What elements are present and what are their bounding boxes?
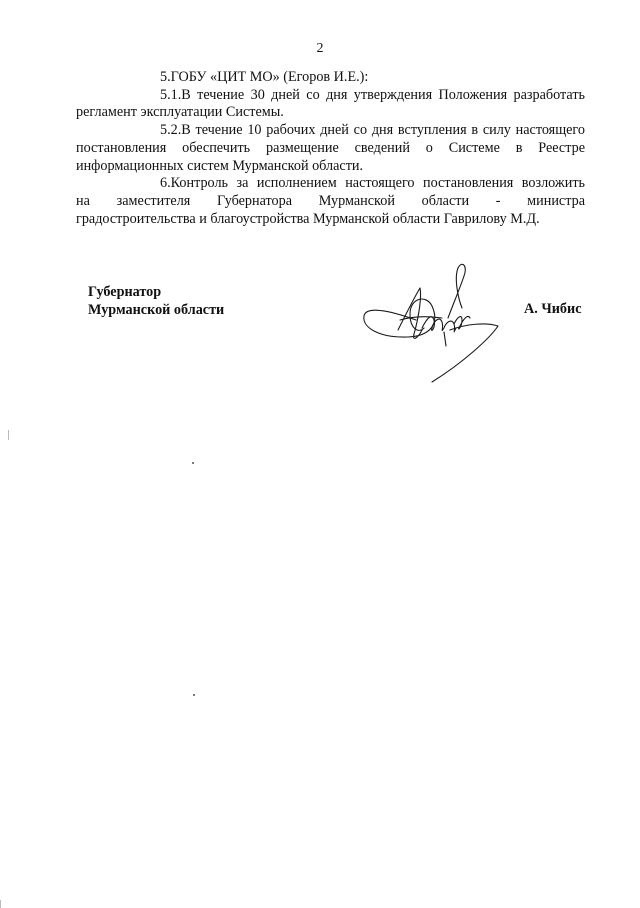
paragraph-text: В течение 10 рабочих дней со дня вступления в силу настоящего постановления обеспечить размещение сведений о Системе в Реестре информационных систем Мурманской области. (76, 122, 585, 174)
paragraph-6 (76, 175, 585, 193)
paragraph-5-1 (76, 87, 585, 122)
paragraph-6-line-2 (76, 193, 585, 211)
signatory-position (88, 284, 224, 319)
paragraph-number: 6. (160, 175, 171, 192)
paragraph-5 (76, 69, 585, 87)
scan-artifact-dot (193, 694, 195, 696)
paragraph-text: ГОБУ «ЦИТ МО» (Егоров И.Е.): (170, 69, 369, 85)
signatory-name: А. Чибис (524, 301, 582, 317)
paragraph-text: Контроль за исполнением настоящего постановления возложить (170, 175, 585, 192)
paragraph-5-2 (76, 122, 585, 175)
handwritten-signature (358, 258, 508, 386)
paragraph-number: 5. (160, 69, 171, 85)
page-number: 2 (316, 41, 324, 56)
scan-artifact-dot (192, 462, 194, 464)
document-body (76, 69, 585, 228)
paragraph-text: на заместителя Губернатора Мурманской области - министра (76, 192, 585, 209)
scan-edge-mark (0, 900, 1, 908)
position-region: Мурманской области (88, 301, 225, 318)
paragraph-text: В течение 30 дней со дня утверждения Положения разработать регламент эксплуатации Системы. (76, 86, 585, 121)
paragraph-text: градостроительства и благоустройства Мурманской области Гаврилову М.Д. (76, 210, 540, 227)
paragraph-number: 5.2. (160, 122, 182, 139)
scan-edge-mark (8, 430, 9, 440)
paragraph-6-line-3 (76, 211, 585, 229)
paragraph-number: 5.1. (160, 86, 182, 103)
position-title: Губернатор (88, 284, 162, 300)
